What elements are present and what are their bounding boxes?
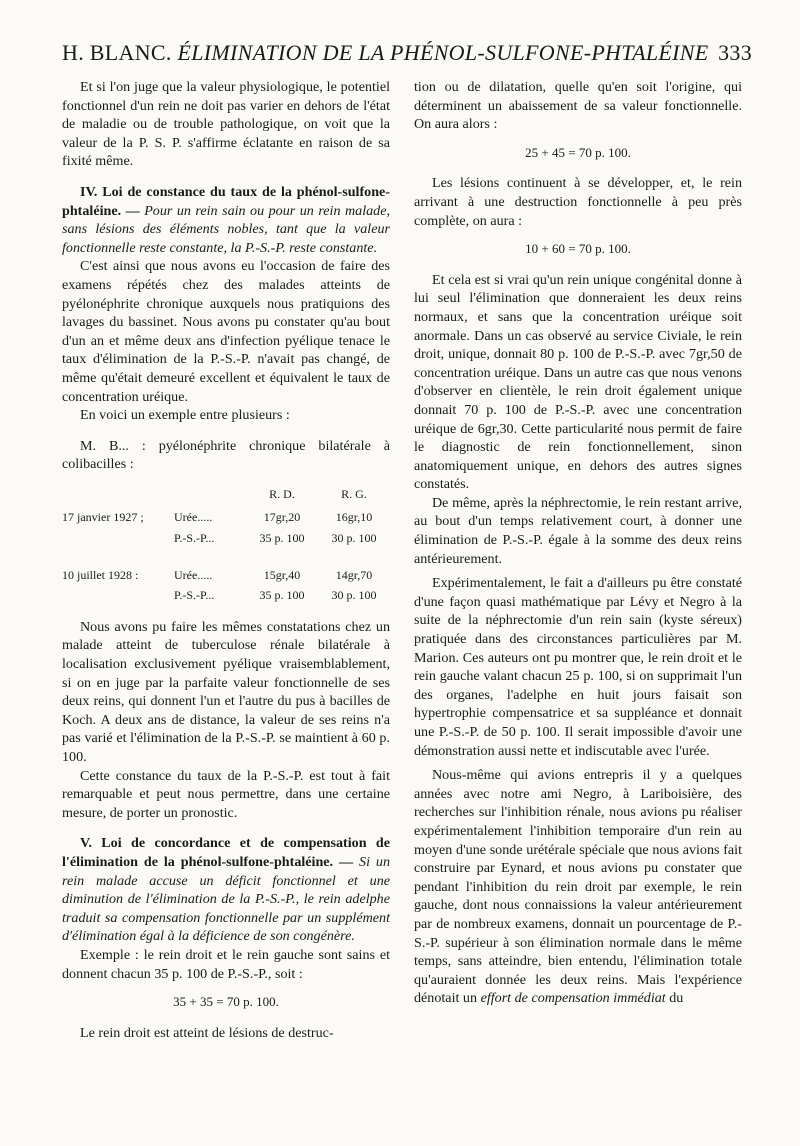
emphasis: effort de compensation immédiat	[480, 990, 666, 1007]
table-row: P.-S.-P... 35 p. 100 30 p. 100	[174, 531, 377, 546]
paragraph: Et cela est si vrai qu'un rein unique congénital donne à lui seul l'élimination que donneraient les deux reins normaux, et sans que la concentration uréique soit anormale. Dans un cas observé au service Civiale, le rein droit, unique, donnait 80 p. 100 de P.-S.-P. avec 7gr,50 de concentration uréique. Dans un autre cas que nous venons d'observer en clientèle, le rein droit également unique donnait 70 p. 100 de P.-S.-P. avec une concentration uréique de 6gr,30. Cette particularité nous permit de faire le diagnostic de rein fonctionnellement, sinon anatomiquement unique, en dehors des autres signes constatés.	[414, 271, 742, 493]
section-iv-title: IV. Loi de constance du taux de la phénol-sulfone-phtaléine. —	[62, 183, 390, 219]
section-v	[62, 834, 390, 946]
col-header-rd: R. D.	[269, 486, 295, 501]
paragraph: C'est ainsi que nous avons eu l'occasion de faire des examens répétés chez des malades atteints de pyélonéphrite chronique auxquels nous pratiquions des lavages du bassinet. Nous avons pu constater qu'au bout d'un an et même deux ans d'infection pyélique tenace le taux d'élimination de la P.-S.-P. n'avait pas changé, de même qu'était demeuré excellent et équivalent le taux de concentration uréique.	[62, 258, 390, 405]
paragraph: Et si l'on juge que la valeur physiologique, le potentiel fonctionnel d'un rein ne doit pas varier en dehors de l'état de maladie ou de trouble pathologique, on voit que la valeur de la P. S. P. s'affirme éclatante en raison de sa fixité même.	[62, 79, 390, 170]
equation: 25 + 45 = 70 p. 100.	[525, 144, 631, 160]
table-row: 17 janvier 1927 ; Urée..... 17gr,20 16gr,10	[62, 510, 373, 525]
paragraph: Expérimentalement, le fait a d'ailleurs pu être constaté d'une façon quasi mathématique par Lévy et Negro à la suite de la néphrectomie d'un rein sain (kyste séreux) pratiquée dans des circonstances particulières par M. Marion. Ces auteurs ont pu montrer que, le rein droit et le rein gauche valant chacun 25 p. 100, si on supprimait l'un des organes, l'adelphe en huit jours faisait son hypertrophie compensatrice et sa suppléance et donnait une P.-S.-P. de 50 p. 100. Il serait impossible d'avoir une démonstration aussi nette et indiscutable avec l'urée.	[414, 575, 742, 759]
section-v-rule: Si un rein malade accuse un déficit fonctionnel et une diminution de l'élimination de la P.-S.-P., le rein adelphe traduit sa compensation fonctionnelle par un supplément d'élimination égal à la déficience de son congénère.	[62, 853, 390, 945]
header-title: ÉLIMINATION DE LA PHÉNOL-SULFONE-PHTALÉINE	[177, 40, 709, 65]
table-header-row	[62, 484, 390, 508]
paragraph: tion ou de dilatation, quelle qu'en soit l'origine, qui déterminent un abaissement de sa valeur fonctionnelle. On aura alors :	[414, 79, 742, 133]
right-column	[414, 78, 742, 1008]
left-column	[62, 78, 390, 1042]
paragraph: Nous avons pu faire les mêmes constatations chez un malade atteint de tuberculose rénale bilatérale à localisation exclusivement pyélique vraisemblablement, si on en juge par la parfaite valeur fonctionnelle de ses deux reins, qui donnent l'un et l'autre du pus à bacilles de Koch. A deux ans de distance, la valeur de ses reins n'a pas varié et l'élimination de la P.-S.-P. se maintient à 60 p. 100.	[62, 618, 390, 765]
case-heading: M. B... : pyélonéphrite chronique bilatérale à colibacilles :	[62, 437, 390, 473]
section-iv	[62, 183, 390, 257]
case-table	[62, 484, 390, 606]
page-number: 333	[718, 40, 752, 65]
paragraph: Exemple : le rein droit et le rein gauche sont sains et donnent chacun 35 p. 100 de P.-S.-P., soit :	[62, 946, 390, 982]
table-row: P.-S.-P... 35 p. 100 30 p. 100	[174, 588, 377, 603]
paragraph: Le rein droit est atteint de lésions de destruc-	[80, 1024, 334, 1041]
table-row: 10 juillet 1928 : Urée..... 15gr,40 14gr,70	[62, 567, 373, 582]
paragraph: Cette constance du taux de la P.-S.-P. est tout à fait remarquable et peut nous permettre, dans une certaine mesure, de porter un pronostic.	[62, 767, 390, 821]
equation: 35 + 35 = 70 p. 100.	[173, 994, 279, 1010]
running-header	[62, 40, 752, 74]
header-author: H. BLANC.	[62, 40, 172, 65]
paragraph: En voici un exemple entre plusieurs :	[80, 407, 290, 424]
section-iv-rule: Pour un rein sain ou pour un rein malade, sans lésions des éléments nobles, tant que la valeur fonctionnelle reste constante, la P.-S.-P. reste constante.	[62, 202, 390, 256]
equation: 10 + 60 = 70 p. 100.	[525, 241, 631, 257]
col-header-rg: R. G.	[341, 486, 367, 501]
paragraph: Les lésions continuent à se développer, et, le rein arrivant à une destruction fonctionnelle à peu près complète, on aura :	[414, 175, 742, 229]
section-v-title: V. Loi de concordance et de compensation de l'élimination de la phénol-sulfone-phtaléine. —	[62, 835, 390, 870]
paragraph-final: Nous-même qui avions entrepris il y a quelques années avec notre ami Negro, à Lariboisière, des recherches sur l'inhibition rénale, nous avions pu réaliser expérimentalement l'inhibition temporaire d'un rein au moyen d'une sonde urétérale spéciale que nous avions fait construire par Eynard, et nous avions pu constater que pendant l'inhibition du rein droit par exemple, le rein gauche, dont nous connaissions la valeur antérieurement par de nombreux examens, donnait un pourcentage de P.-S.-P. supérieur à son élimination normale dans le même temps, sans atteindre, bien entendu, l'élimination totale qu'auraient donnée les deux reins. Mais l'expérience dénotait un effort de compensation immédiat du	[414, 767, 742, 1007]
paragraph: De même, après la néphrectomie, le rein restant arrive, au bout d'un temps relativement court, à donner une élimination de P.-S.-P. égale à la somme des deux reins antérieurement.	[414, 494, 742, 567]
